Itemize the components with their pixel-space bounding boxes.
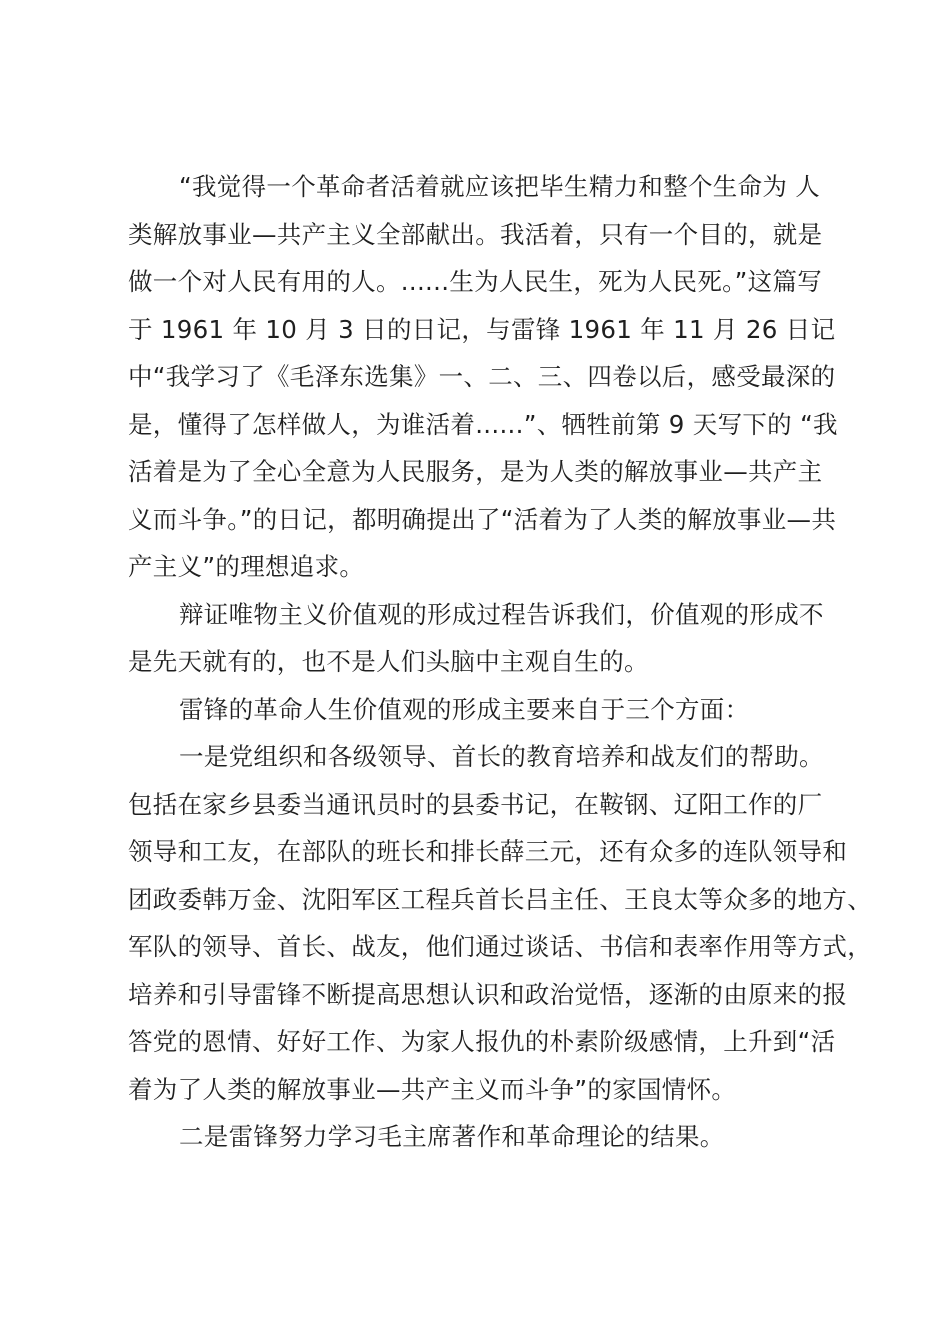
paragraph	[128, 163, 863, 591]
paragraph-line: 于 1961 年 10 月 3 日的日记，与雷锋 1961 年 11 月 26 日记	[128, 314, 836, 344]
paragraph-line: 产主义”的理想追求。	[128, 552, 365, 581]
paragraph-line: 答党的恩情、好好工作、为家人报仇的朴素阶级感情，上升到“活	[128, 1027, 836, 1056]
paragraph	[128, 591, 863, 686]
paragraph-line: 是，懂得了怎样做人，为谁活着......”、牺牲前第 9 天写下的 “我	[128, 409, 838, 439]
paragraph-line: 类解放事业—共产主义全部献出。我活着，只有一个目的，就是	[128, 219, 823, 249]
paragraph-line: 是先天就有的，也不是人们头脑中主观自生的。	[128, 647, 649, 676]
paragraph-line: 一是党组织和各级领导、首长的教育培养和战友们的帮助。	[179, 742, 824, 771]
paragraph-line: 中“我学习了《毛泽东选集》一、二、三、四卷以后，感受最深的	[128, 362, 836, 391]
paragraph-line: 培养和引导雷锋不断提高思想认识和政治觉悟，逐渐的由原来的报	[128, 979, 848, 1009]
paragraph-line: 包括在家乡县委当通讯员时的县委书记，在鞍钢、辽阳工作的厂	[128, 789, 823, 819]
paragraph-line: 军队的领导、首长、战友，他们通过谈话、书信和表率作用等方式，	[128, 932, 872, 961]
paragraph-line: “我觉得一个革命者活着就应该把毕生精力和整个生命为 人	[179, 172, 821, 201]
paragraph-line: 辩证唯物主义价值观的形成过程告诉我们，价值观的形成不	[179, 599, 824, 629]
paragraph-line: 义而斗争。”的日记，都明确提出了“活着为了人类的解放事业—共	[128, 504, 837, 534]
paragraph-line: 团政委韩万金、沈阳军区工程兵首长吕主任、王良太等众多的地方、	[128, 884, 872, 914]
paragraph-line: 着为了人类的解放事业—共产主义而斗争”的家国情怀。	[128, 1074, 737, 1104]
paragraph	[128, 686, 863, 734]
paragraph	[128, 1113, 863, 1161]
paragraph	[128, 733, 872, 1113]
body-text	[128, 163, 872, 1161]
paragraph-line: 雷锋的革命人生价值观的形成主要来自于三个方面：	[179, 694, 750, 724]
paragraph-line: 做一个对人民有用的人。......生为人民生，死为人民死。”这篇写	[128, 267, 823, 296]
paragraph-line: 活着是为了全心全意为人民服务，是为人类的解放事业—共产主	[128, 457, 823, 486]
paragraph-line: 二是雷锋努力学习毛主席著作和革命理论的结果。	[179, 1122, 725, 1151]
paragraph-line: 领导和工友，在部队的班长和排长薛三元，还有众多的连队领导和	[128, 837, 848, 866]
